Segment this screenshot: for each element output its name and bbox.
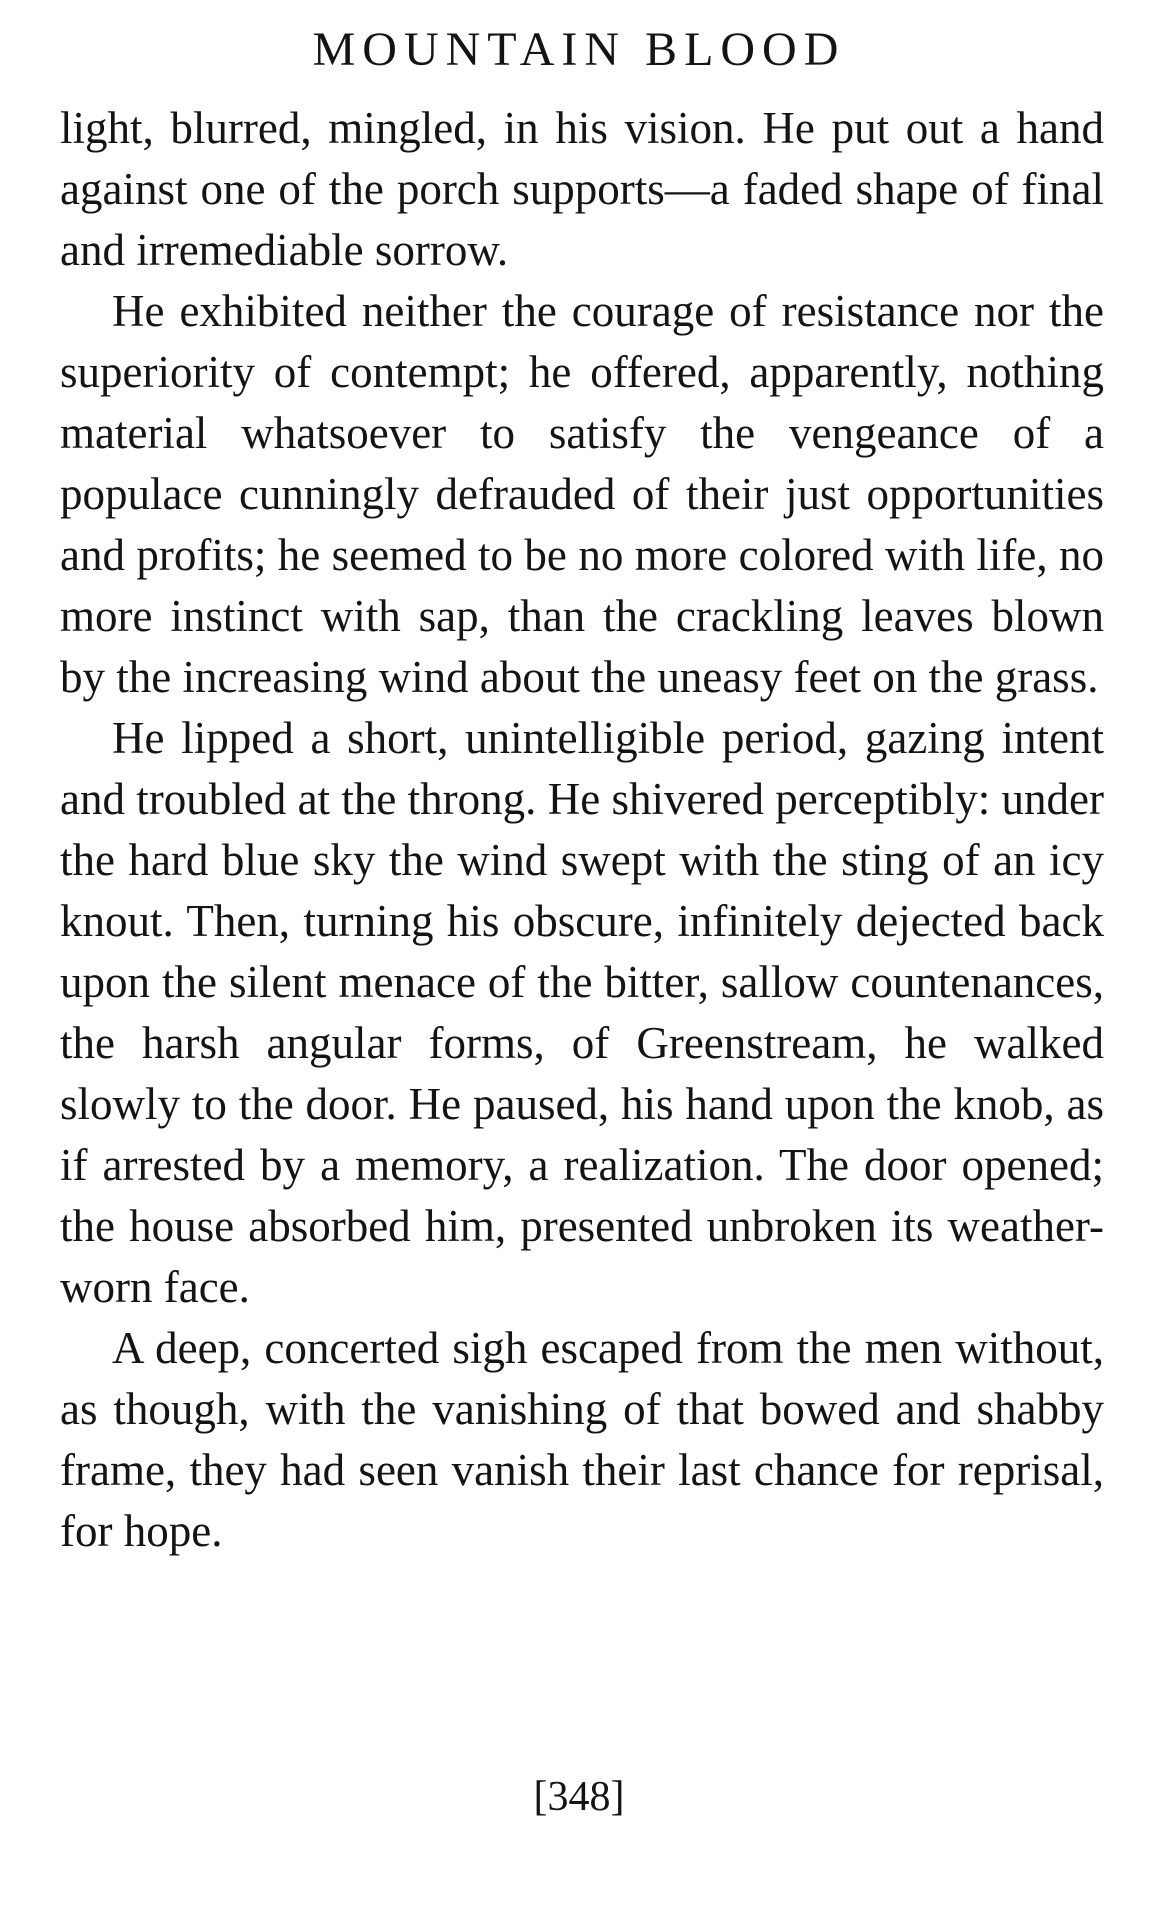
running-head: MOUNTAIN BLOOD [312, 23, 846, 76]
paragraph: A deep, concerted sigh escaped from the men without, as though, with the vanishing of that bowed and shabby frame, they had seen vanish their last chance for reprisal, for hope. [60, 1323, 1104, 1556]
paragraph-continued: light, blurred, mingled, in his vision. He put out a hand against one of the porch supports—a faded shape of final and irremediable sorrow. [60, 103, 1104, 275]
page-number: [348] [533, 1774, 625, 1820]
paragraph: He exhibited neither the courage of resistance nor the superiority of contempt; he offered, apparently, nothing material whatsoever to satisfy the vengeance of a populace cunningly defrauded of their just opportunities and profits; he seemed to be no more colored with life, no more instinct with sap, than the crackling leaves blown by the increasing wind about the uneasy feet on the grass. [60, 286, 1104, 702]
body-text [60, 98, 1104, 1562]
paragraph: He lipped a short, unintelligible period, gazing intent and troubled at the throng. He shivered perceptibly: under the hard blue sky the wind swept with the sting of an icy knout. Then, turning his obscure, infinitely dejected back upon the silent menace of the bitter, sallow countenances, the harsh angular forms, of Greenstream, he walked slowly to the door. He paused, his hand upon the knob, as if arrested by a memory, a realization. The door opened; the house absorbed him, presented unbroken its weather-worn face. [60, 713, 1104, 1312]
